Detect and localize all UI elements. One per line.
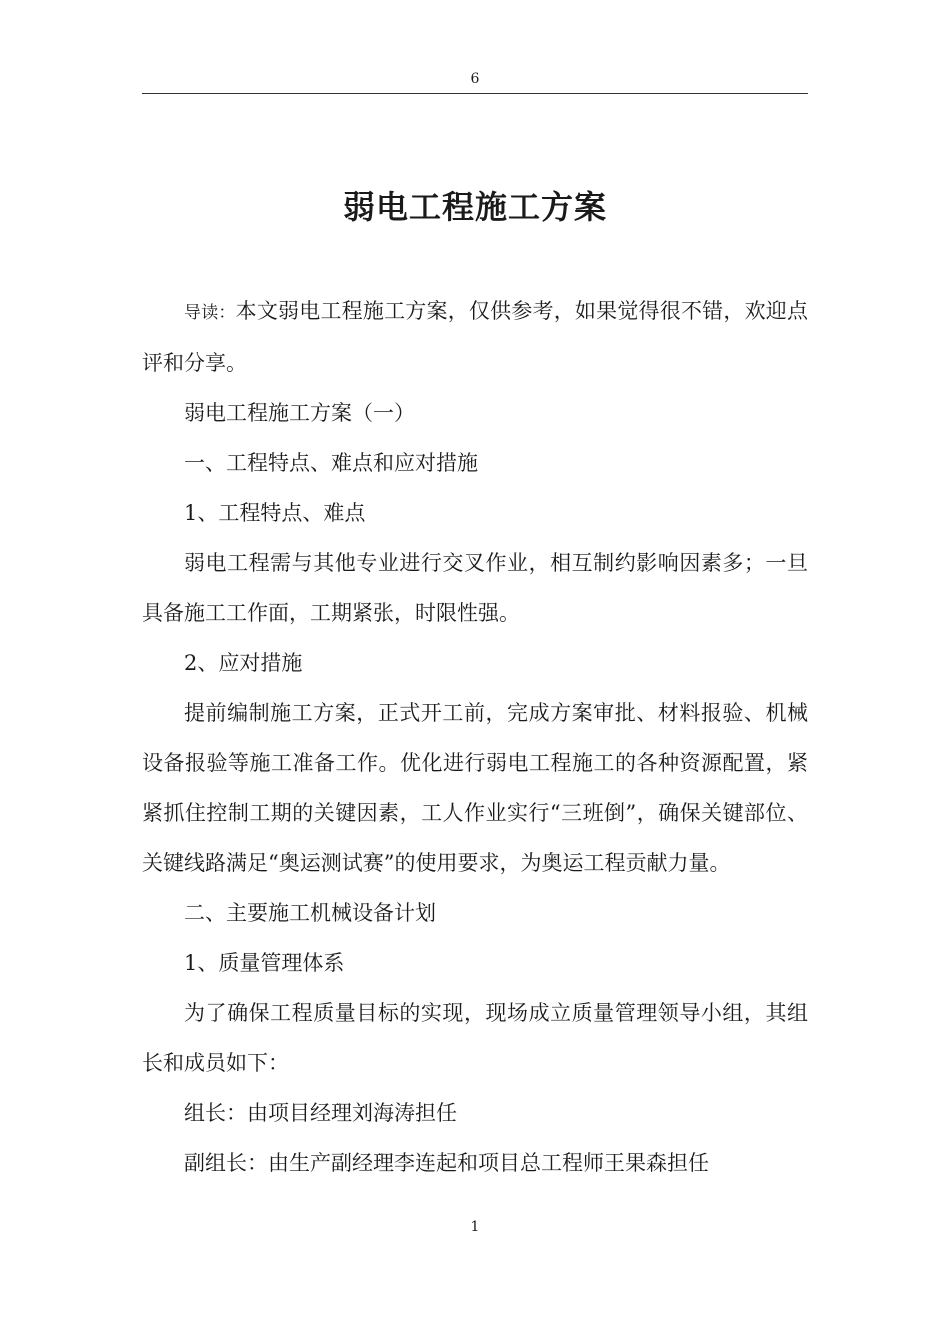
subheading-features-difficulties: 1、工程特点、难点	[184, 501, 366, 525]
header-page-number: 6	[470, 71, 480, 87]
intro-label: 导读：	[184, 303, 236, 323]
section-title-part-one: 弱电工程施工方案（一）	[184, 401, 415, 425]
intro-text: 本文弱电工程施工方案，仅供参考，如果觉得很不错，欢迎点评和分享。	[142, 299, 809, 375]
subheading-quality-system: 1、质量管理体系	[184, 951, 345, 975]
paragraph-quality-team: 为了确保工程质量目标的实现，现场成立质量管理领导小组，其组长和成员如下：	[142, 1001, 808, 1075]
subheading-countermeasures: 2、应对措施	[184, 651, 303, 675]
paragraph-features-detail: 弱电工程需与其他专业进行交叉作业，相互制约影响因素多；一旦具备施工工作面，工期紧张，时限性强。	[142, 551, 808, 625]
heading-equipment-plan: 二、主要施工机械设备计划	[184, 901, 436, 925]
heading-features-difficulties-measures: 一、工程特点、难点和应对措施	[184, 451, 478, 475]
paragraph-countermeasures-detail: 提前编制施工方案，正式开工前，完成方案审批、材料报验、机械设备报验等施工准备工作。优化进行弱电工程施工的各种资源配置，紧紧抓住控制工期的关键因素，工人作业实行“三班倒”，确保关键部位、关键线路满足“奥运测试赛”的使用要求，为奥运工程贡献力量。	[142, 701, 808, 875]
intro-paragraph	[142, 286, 808, 388]
document-body	[142, 286, 808, 1188]
paragraph-deputy-leader: 副组长：由生产副经理李连起和项目总工程师王果森担任	[184, 1151, 709, 1175]
header-divider	[142, 93, 808, 94]
document-title: 弱电工程施工方案	[342, 188, 607, 226]
paragraph-team-leader: 组长：由项目经理刘海涛担任	[184, 1101, 457, 1125]
footer-page-number: 1	[470, 1219, 480, 1235]
